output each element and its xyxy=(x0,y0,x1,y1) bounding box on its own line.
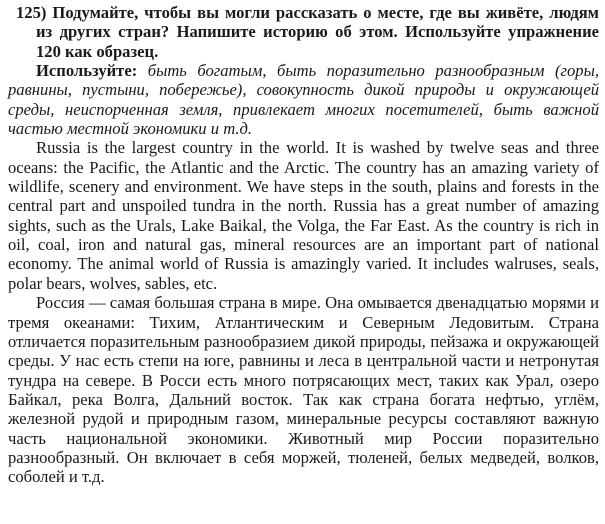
exercise-instruction xyxy=(8,3,599,61)
russian-paragraph: Россия — самая большая страна в мире. Она омывается двенадцатью морями и тремя океанами: Тихим, Атлантическим и Северным Ледовитым. Страна отличается поразительным разнообразием дикой природы, пейзажа и окружающей среды. У нас есть степи на юге, равнины и леса в центральной части и нетронутая тундра на севере. В Росси есть много потрясающих мест, таких как Урал, озеро Байкал, река Волга, Дальний восток. Так как страна богата нефтью, углём, железной рудой и природным газом, минеральные ресурсы составляют важную часть национальной экономики. Животный мир России поразительно разнообразный. Он включает в себя моржей, тюленей, белых медведей, волков, соболей и т.д. xyxy=(8,293,599,487)
vocabulary-hint xyxy=(8,61,599,138)
exercise-instruction-text: Подумайте, чтобы вы могли рассказать о месте, где вы живёте, людям из других стран? Напишите историю об этом. Используйте упражнение 120 как образец. xyxy=(36,3,599,61)
english-paragraph: Russia is the largest country in the world. It is washed by twelve seas and three oceans: the Pacific, the Atlantic and the Arctic. The country has an amazing variety of wildlife, scenery and environment. We have steps in the south, plains and forests in the central part and unspoiled tundra in the north. Russia has a great number of amazing sights, such as the Urals, Lake Baikal, the Volga, the Far East. As the country is rich in oil, coal, iron and natural gas, mineral resources are an important part of national economy. The animal world of Russia is amazingly varied. It includes walruses, seals, polar bears, wolves, sables, etc. xyxy=(8,138,599,293)
exercise-number: 125) xyxy=(16,3,47,22)
hint-text: быть богатым, быть поразительно разнообразным (горы, равнины, пустыни, побережье), совокупность дикой природы и окружающей среды, неиспорченная земля, привлекает многих посетителей, быть важной частью местной экономики и т.д. xyxy=(8,61,599,139)
hint-label: Используйте: xyxy=(36,61,138,81)
